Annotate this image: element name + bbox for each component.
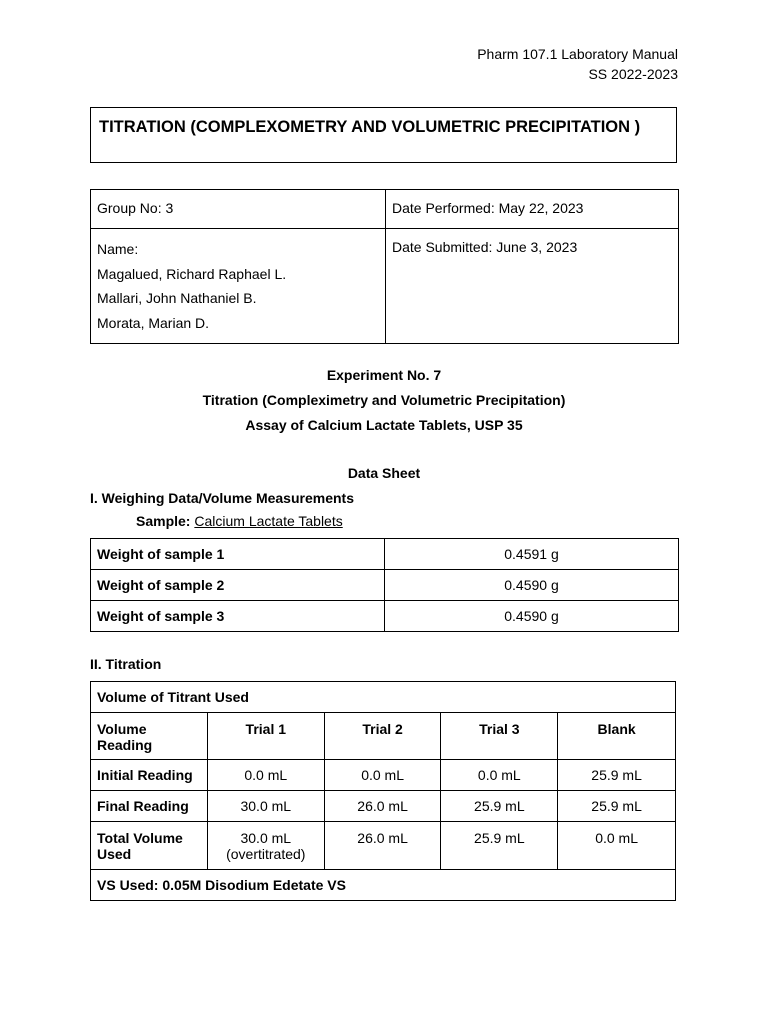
group-number: Group No: 3 <box>91 190 386 229</box>
row-label: Total Volume Used <box>91 822 208 870</box>
weight-value: 0.4590 g <box>385 570 679 601</box>
weight-value: 0.4590 g <box>385 601 679 632</box>
table-cell: 30.0 mL <box>207 791 324 822</box>
date-submitted: Date Submitted: June 3, 2023 <box>386 229 679 344</box>
date-performed: Date Performed: May 22, 2023 <box>386 190 679 229</box>
table-cell: 25.9 mL <box>558 791 676 822</box>
table-row <box>91 601 679 632</box>
sample-line <box>136 513 343 529</box>
table-cell: 26.0 mL <box>324 822 441 870</box>
member-name: Magalued, Richard Raphael L. <box>97 265 287 282</box>
page-header <box>477 44 678 84</box>
column-header: Trial 3 <box>441 713 558 760</box>
table-title: Volume of Titrant Used <box>91 682 676 713</box>
data-sheet-heading: Data Sheet <box>347 465 421 481</box>
group-info-table <box>90 189 679 344</box>
column-header: Volume Reading <box>91 713 208 760</box>
table-cell: 0.0 mL <box>558 822 676 870</box>
sample-label: Sample: <box>136 513 191 529</box>
semester: SS 2022-2023 <box>588 66 678 82</box>
column-header: Trial 1 <box>207 713 324 760</box>
column-header: Blank <box>558 713 676 760</box>
name-label: Name: <box>97 241 139 257</box>
table-row <box>91 682 676 713</box>
section-1-heading: I. Weighing Data/Volume Measurements <box>90 490 354 506</box>
weight-value: 0.4591 g <box>385 539 679 570</box>
table-cell: 0.0 mL <box>207 760 324 791</box>
table-cell: 0.0 mL <box>324 760 441 791</box>
member-name: Mallari, John Nathaniel B. <box>97 290 257 306</box>
vs-used: VS Used: 0.05M Disodium Edetate VS <box>91 870 676 901</box>
section-2-heading: II. Titration <box>90 656 162 672</box>
table-row <box>91 760 676 791</box>
table-cell: 26.0 mL <box>324 791 441 822</box>
weight-label: Weight of sample 1 <box>91 539 385 570</box>
table-row <box>91 822 676 870</box>
member-name: Morata, Marian D. <box>97 314 210 331</box>
table-cell: 0.0 mL <box>441 760 558 791</box>
row-label: Final Reading <box>91 791 208 822</box>
table-cell: 25.9 mL <box>441 822 558 870</box>
experiment-title: Titration (Compleximetry and Volumetric Precipitation) <box>202 392 566 408</box>
experiment-assay: Assay of Calcium Lactate Tablets, USP 35 <box>245 417 523 433</box>
member-names <box>91 229 386 344</box>
table-row <box>91 570 679 601</box>
weighing-table <box>90 538 679 632</box>
table-cell: 25.9 mL <box>441 791 558 822</box>
document-title: TITRATION (COMPLEXOMETRY AND VOLUMETRIC PRECIPITATION ) <box>90 107 677 163</box>
titration-table <box>90 681 676 901</box>
table-cell: 30.0 mL (overtitrated) <box>207 822 324 870</box>
table-cell: 25.9 mL <box>558 760 676 791</box>
table-row <box>91 539 679 570</box>
table-header-row <box>91 713 676 760</box>
manual-title: Pharm 107.1 Laboratory Manual <box>477 46 678 62</box>
row-label: Initial Reading <box>91 760 208 791</box>
table-row <box>91 870 676 901</box>
weight-label: Weight of sample 2 <box>91 570 385 601</box>
column-header: Trial 2 <box>324 713 441 760</box>
weight-label: Weight of sample 3 <box>91 601 385 632</box>
table-row <box>91 791 676 822</box>
experiment-number: Experiment No. 7 <box>326 367 442 383</box>
sample-value: Calcium Lactate Tablets <box>194 513 343 529</box>
